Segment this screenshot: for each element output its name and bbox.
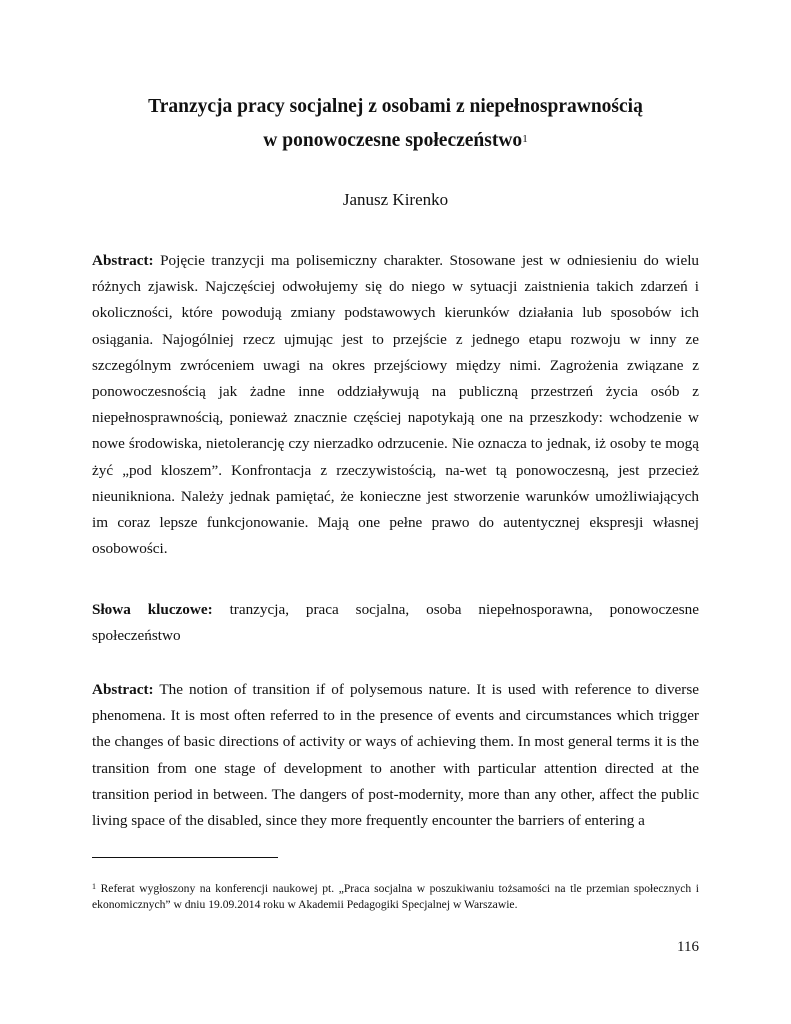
keywords — [92, 597, 699, 649]
author-name: Janusz Kirenko — [342, 190, 449, 209]
abstract-english-text: The notion of transition if of polysemous nature. It is used with reference to diverse phenomena. It is most often referred to in the presence of events and circumstances which trigger the changes of basic directions of activity or ways of achieving them. In most general terms it is the transition from one stage of development to another with particular attention directed at the transition period in between. The dangers of post-modernity, more than any other, affect the public living space of the disabled, since they more frequently encounter the barriers of entering a — [92, 681, 699, 830]
abstract-polish-text: Pojęcie tranzycji ma polisemiczny charakter. Stosowane jest w odniesieniu do wielu różnych zjawisk. Najczęściej odwołujemy się do niego w sytuacji zaistnienia takich zdarzeń i okoliczności, które powodują zmiany podstawowych kierunków działania lub sposobów ich osiągania. Najogólniej rzecz ujmując jest to przejście z jednego etapu rozwoju w inny ze szczególnym zwróceniem uwagi na okres przejściowy między nimi. Zagrożenia związane z ponowoczesnością jak żadne inne oddziaływują na publiczną przestrzeń życia osób z niepełnosprawnością, ponieważ znacznie częściej napotykają one na przeszkody: wchodzenie w nowe środowiska, nietolerancję czy nierzadko odrzucenie. Nie oznacza to jednak, iż osoby te mogą żyć „pod kloszem”. Konfrontacja z rzeczywistością, na-wet tą ponowoczesną, jest przecież nieunikniona. Należy jednak pamiętać, że konieczne jest stworzenie warunków umożliwiających im coraz lepsze funkcjonowanie. Mają one pełne prawo do autentycznej ekspresji własnej osobowości. — [92, 252, 700, 558]
footnote — [92, 881, 699, 913]
title-line-2 — [92, 124, 699, 158]
paper-title — [92, 90, 699, 158]
title-line-2-text: w ponowoczesne społeczeństwo — [263, 130, 523, 151]
title-line-1: Tranzycja pracy socjalnej z osobami z niepełnosprawnością — [148, 96, 643, 117]
abstract-english — [92, 677, 699, 834]
footnote-number: 1 — [92, 882, 96, 891]
keywords-text: tranzycja, praca socjalna, osoba niepełnosporawna, ponowoczesne społeczeństwo — [92, 601, 699, 645]
keywords-label: Słowa kluczowe: — [92, 601, 213, 618]
footnote-text: Referat wygłoszony na konferencji naukowej pt. „Praca socjalna w poszukiwaniu tożsamości na tle przemian społecznych i ekonomicznych” w dniu 19.09.2014 roku w Akademii Pedagogiki Specjalnej w Warszawie. — [92, 882, 699, 911]
abstract-english-label: Abstract: — [92, 681, 154, 698]
abstract-polish-label: Abstract: — [92, 252, 154, 269]
page-number: 116 — [677, 939, 699, 955]
abstract-polish — [92, 248, 699, 562]
footnote-divider — [92, 857, 278, 858]
title-footnote-ref: 1 — [522, 133, 528, 145]
